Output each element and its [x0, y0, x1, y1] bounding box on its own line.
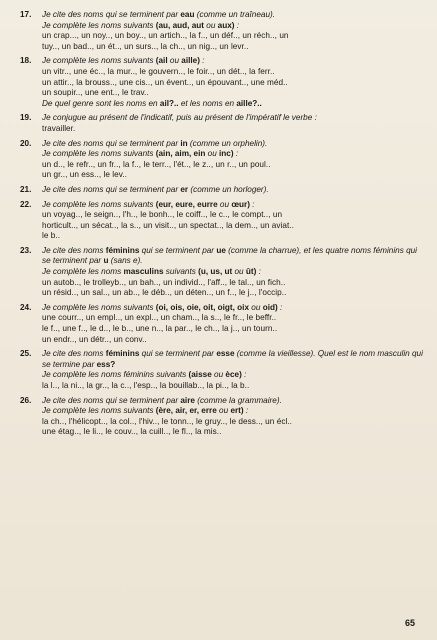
- exercise-item: [20, 56, 425, 109]
- exercise-fill-in-line: un vitr.., une éc.., la mur.., le gouvern.., le foir.., un dét.., la ferr..: [42, 66, 275, 76]
- exercise-instruction: Je cite des noms qui se terminent par eau (comme un traîneau).: [42, 10, 276, 19]
- exercise-fill-in-line: un crap..., un noy.., un boy.., un artich.., la f.., un déf.., un réch.., un: [42, 31, 289, 41]
- exercise-fill-in-line: un attir.., la brouss.., une cis.., un évent.., un épouvant.., une méd..: [42, 77, 288, 87]
- exercise-number: 26.: [20, 395, 32, 405]
- exercise-instruction: Je complète les noms féminins suivants (aisse ou èce) :: [42, 370, 247, 380]
- exercise-number: 25.: [20, 349, 32, 359]
- exercise-body: [42, 303, 425, 345]
- exercise-fill-in-line: la ch.., l'hélicopt.., la col.., l'hiv.., le tonn.., le gruy.., le dess.., un écl..: [42, 416, 292, 426]
- exercise-body: [42, 200, 425, 242]
- exercise-instruction: Je cite des noms féminins qui se terminent par esse (comme la vieillesse). Quel est le nom masculin qui se termine par ess?: [42, 349, 423, 369]
- exercise-body: [42, 10, 425, 52]
- exercise-fill-in-line: un soupir.., une ent.., le trav..: [42, 88, 149, 98]
- exercise-item: [20, 10, 425, 52]
- exercise-instruction: Je complète les noms suivants (ain, aim, ein ou inc) :: [42, 149, 239, 159]
- exercise-instruction: Je complète les noms suivants (ère, air, er, erre ou ert) :: [42, 406, 249, 416]
- exercise-number: 23.: [20, 245, 32, 255]
- exercise-fill-in-line: un résid.., un sal.., un ab.., le déb.., un déten.., un f.., le j.., l'occip..: [42, 288, 287, 298]
- exercise-fill-in-line: un d.., le refr.., un fr.., la f.., le terr.., l'ét.., le z.., un r.., un poul..: [42, 159, 271, 169]
- exercise-fill-in-line: un gr.., un ess.., le lev..: [42, 170, 127, 180]
- exercise-body: [42, 56, 425, 109]
- exercise-fill-in-line: horticult.., un sécat.., la s.., un visit.., un spectat.., la dem.., un aviat..: [42, 220, 294, 230]
- exercise-fill-in-line: le f.., une f.., le d.., le b.., une n.., la par.., le ch.., la j.., un tourn..: [42, 324, 278, 334]
- exercise-item: [20, 303, 425, 345]
- exercise-number: 20.: [20, 138, 32, 148]
- exercise-body: [42, 349, 425, 391]
- exercise-item: [20, 349, 425, 391]
- exercise-body: [42, 113, 425, 134]
- exercise-body: [42, 185, 425, 196]
- exercise-item: [20, 200, 425, 242]
- exercise-number: 24.: [20, 302, 32, 312]
- exercise-instruction: Je cite des noms qui se terminent par aire (comme la grammaire).: [42, 395, 282, 405]
- exercise-body: [42, 246, 425, 299]
- exercise-fill-in-line: un autob.., le trolleyb.., un bah.., un individ.., l'aff.., le tal.., un fich..: [42, 277, 286, 287]
- exercise-fill-in-line: travailler.: [42, 123, 76, 133]
- exercise-body: [42, 396, 425, 438]
- page-number: 65: [404, 618, 415, 628]
- exercise-fill-in-line: une étag.., le li.., le couv.., la cuill.., le fl.., la mis..: [42, 427, 222, 437]
- exercise-instruction: Je complète les noms suivants (oi, ois, oie, oit, oigt, oix ou oid) :: [42, 302, 283, 312]
- exercise-number: 21.: [20, 184, 32, 194]
- exercise-instruction: Je complète les noms suivants (au, aud, aut ou aux) :: [42, 20, 240, 30]
- exercise-instruction: Je cite des noms qui se terminent par er (comme un horloger).: [42, 184, 269, 194]
- exercise-instruction: Je conjugue au présent de l'indicatif, puis au présent de l'impératif le verbe :: [42, 113, 317, 123]
- exercise-fill-in-line: la l.., la ni.., la gr.., la c.., l'esp.., la bouillab.., la pi.., la b..: [42, 381, 250, 390]
- exercise-instruction: Je complète les noms masculins suivants (u, us, ut ou ût) :: [42, 267, 261, 277]
- exercise-instruction: De quel genre sont les noms en ail?.. et les noms en aille?..: [42, 98, 262, 108]
- exercise-number: 18.: [20, 56, 32, 66]
- exercise-number: 17.: [20, 10, 32, 19]
- exercise-item: [20, 246, 425, 299]
- exercise-item: [20, 113, 425, 134]
- exercise-number: 19.: [20, 113, 32, 123]
- exercise-instruction: Je cite des noms féminins qui se terminent par ue (comme la charrue), et les quatre noms féminins qui se terminent par u (sans e).: [42, 245, 417, 266]
- exercise-instruction: Je complète les noms suivants (eur, eure, eurre ou œur) :: [42, 199, 255, 209]
- exercise-item: [20, 396, 425, 438]
- exercise-fill-in-line: le b..: [42, 231, 61, 241]
- exercise-item: [20, 185, 425, 196]
- exercise-instruction: Je cite des noms qui se terminent par in (comme un orphelin).: [42, 138, 268, 148]
- exercise-instruction: Je complète les noms suivants (ail ou aille) :: [42, 56, 205, 66]
- exercise-fill-in-line: tuy.., un bad.., un ét.., un surs.., la ch.., un nig.., un levr..: [42, 41, 249, 51]
- exercise-list: [20, 10, 425, 438]
- exercise-item: [20, 139, 425, 181]
- exercise-fill-in-line: un endr.., un détr.., un conv..: [42, 334, 147, 344]
- exercise-fill-in-line: une courr.., un empl.., un expl.., un cham.., la s.., le fr.., le beffr..: [42, 313, 277, 323]
- exercise-fill-in-line: un voyag.., le seign.., l'h.., le bonh.., le coiff.., le c.., le compt.., un: [42, 210, 283, 220]
- exercise-number: 22.: [20, 199, 32, 209]
- exercise-body: [42, 139, 425, 181]
